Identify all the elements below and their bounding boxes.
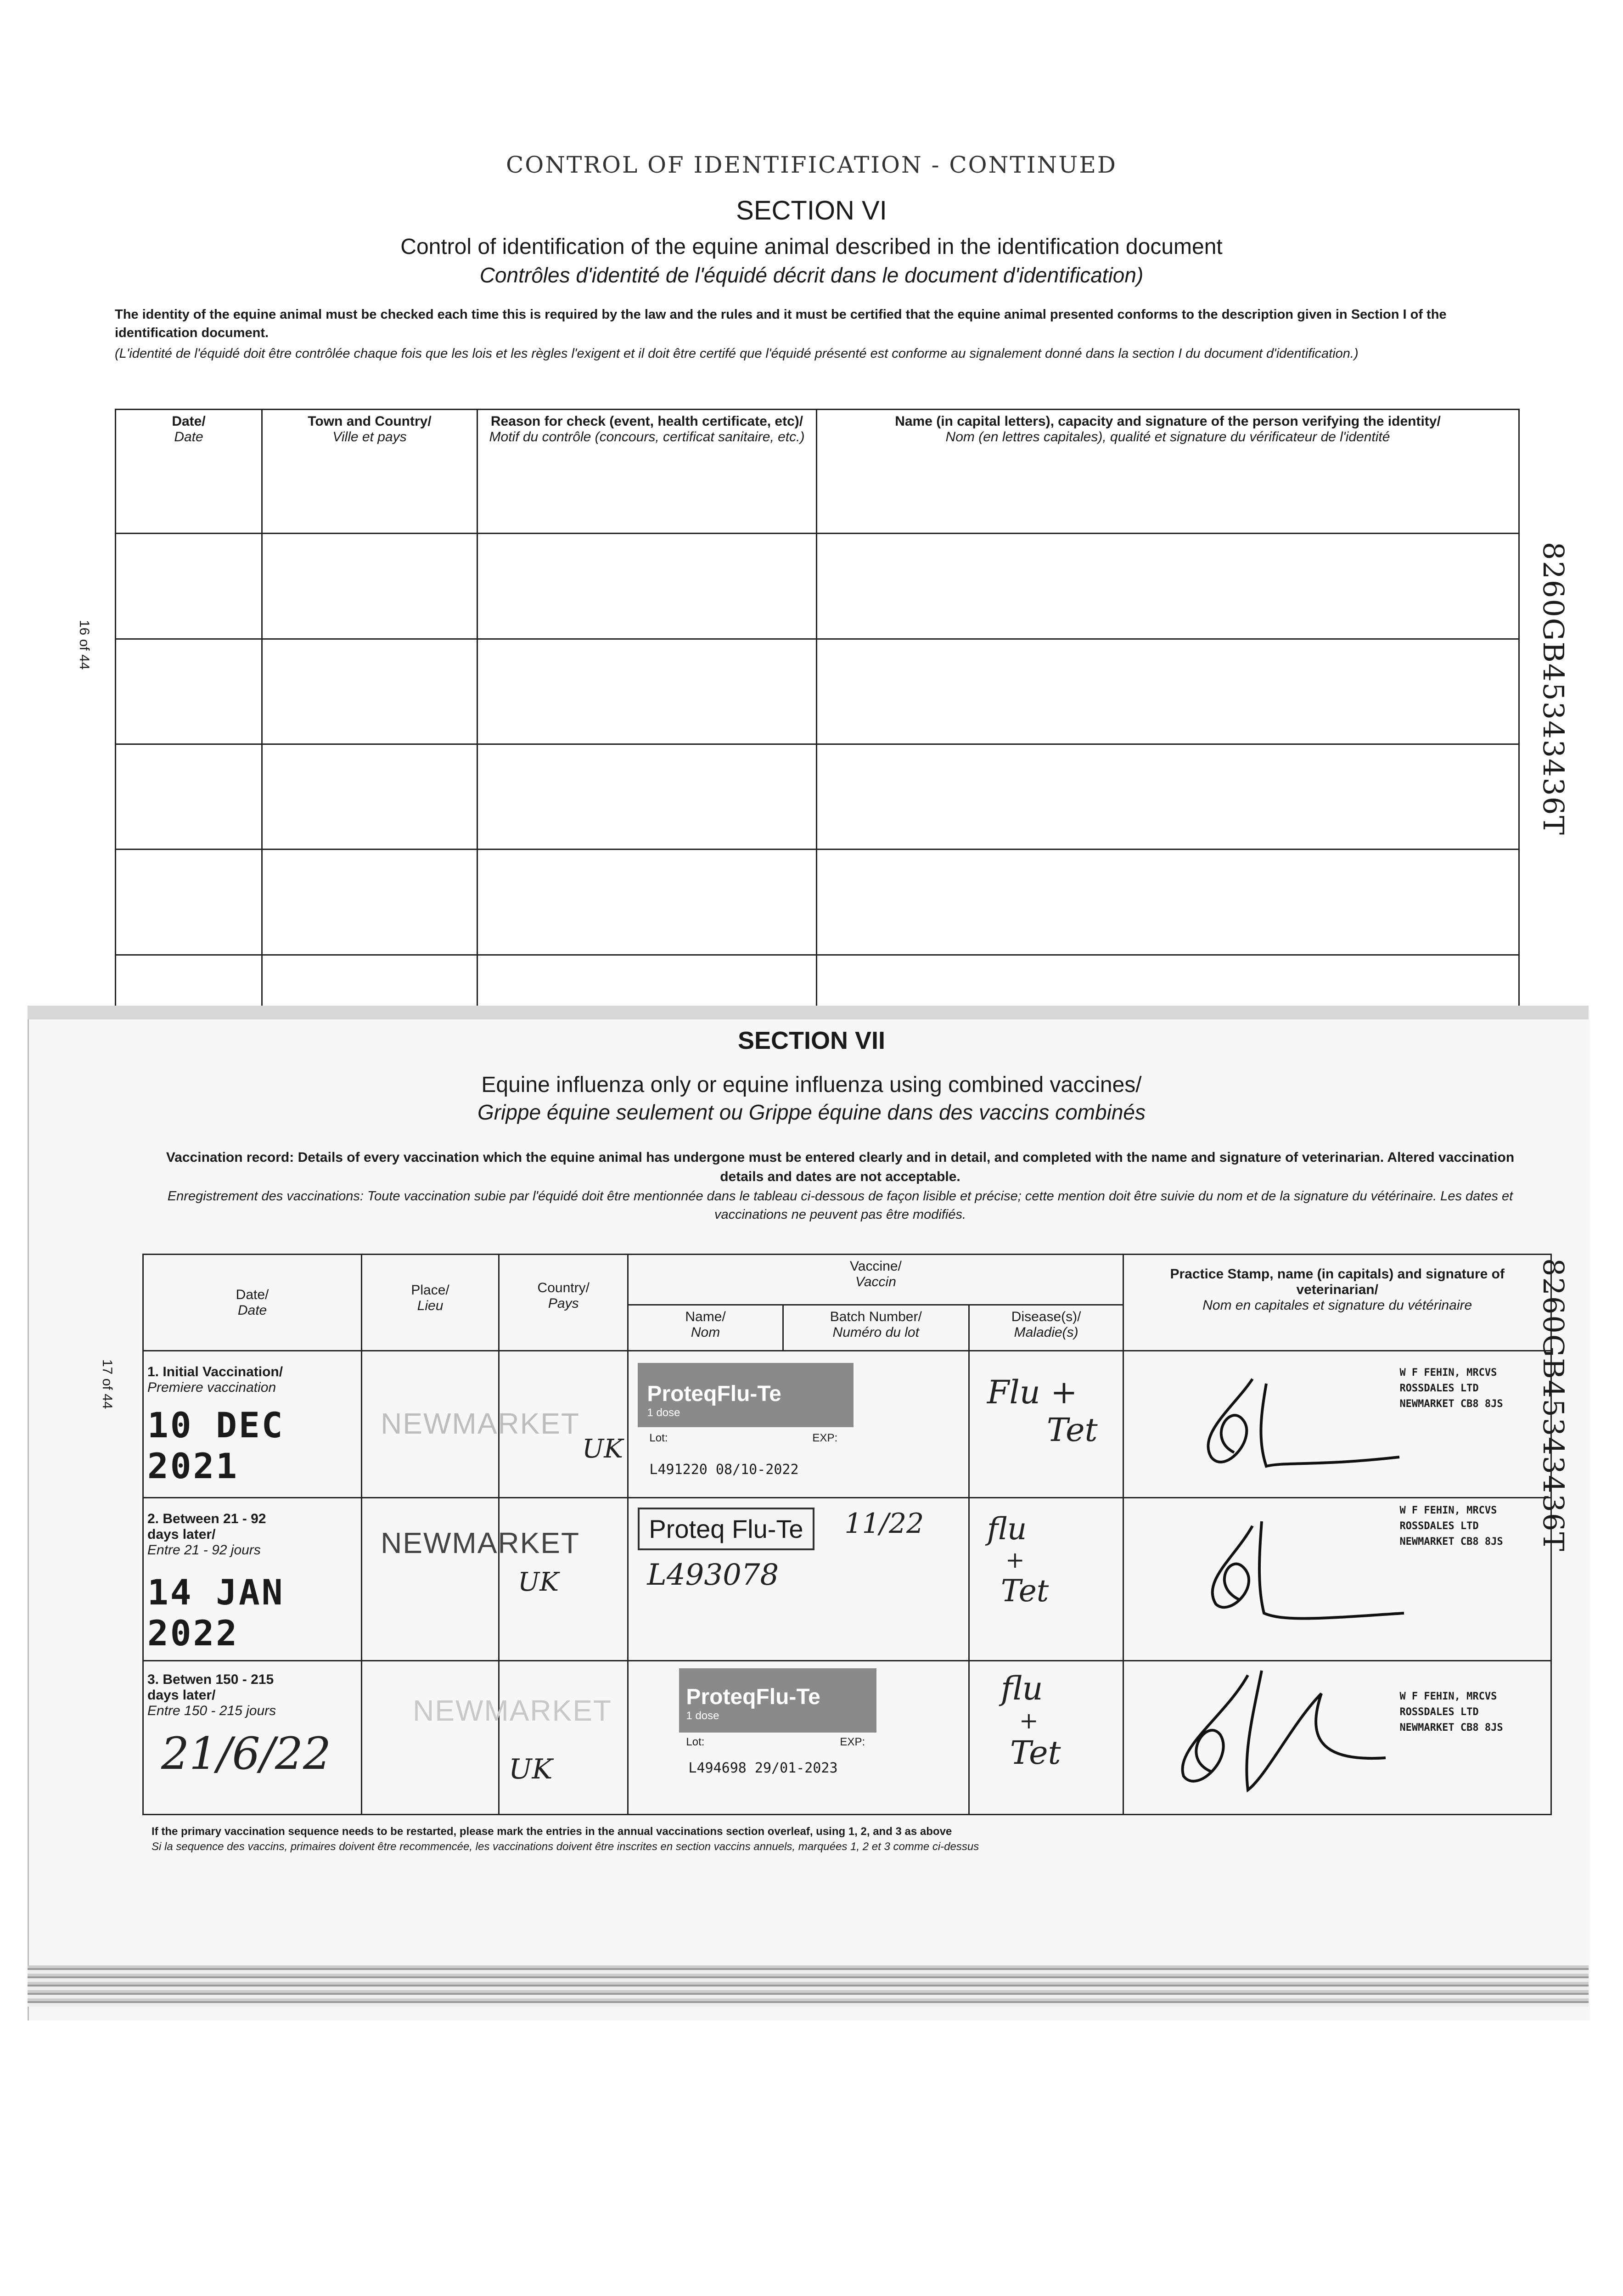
vet-signature xyxy=(1156,1666,1404,1804)
disease-cell[interactable] xyxy=(969,1661,1123,1815)
vaccination-date: 14 JAN 2022 xyxy=(147,1572,285,1654)
identity-check-table xyxy=(115,409,1520,1015)
batch-expiry-handwritten: 11/22 xyxy=(844,1508,924,1540)
row-label-en: 1. Initial Vaccination/ xyxy=(147,1364,283,1379)
vet-stamp-cell[interactable] xyxy=(1123,1351,1551,1498)
reason-cell[interactable] xyxy=(477,534,817,639)
vet-stamp-cell[interactable] xyxy=(1123,1498,1551,1661)
vaccine-sticker xyxy=(679,1668,876,1733)
passport-id-lower: 8260GB45343436T xyxy=(1537,1258,1570,1552)
date-cell[interactable] xyxy=(116,534,262,639)
reason-cell[interactable] xyxy=(477,639,817,744)
section7-title-en: Equine influenza only or equine influenza using combined vaccines/ xyxy=(481,1073,1142,1097)
row-label-en: 3. Betwen 150 - 215 days later/ xyxy=(147,1672,274,1703)
batch-number: L491220 08/10-2022 xyxy=(649,1462,799,1478)
vet-signature xyxy=(1179,1370,1418,1480)
row-label-en: 2. Between 21 - 92 days later/ xyxy=(147,1511,266,1542)
date-cell[interactable] xyxy=(143,1351,362,1498)
disease-handwritten-2: Tet xyxy=(1046,1411,1098,1449)
col-batch-header: Batch Number/ Numéro du lot xyxy=(783,1305,969,1351)
lot-label: Lot: xyxy=(649,1432,668,1444)
sticker-dose: 1 dose xyxy=(686,1710,719,1722)
date-cell[interactable] xyxy=(116,850,262,955)
running-title: CONTROL OF IDENTIFICATION - CONTINUED xyxy=(505,152,1118,178)
vaccination-record-fr: Enregistrement des vaccinations: Toute vaccination subie par l'équidé doit être mentionnée dans le tableau ci-dessous de façon lisible et précise; cette mention doit être suivie du nom et de la signature du vétérinaire. Les dates et vaccinations ne peuvent pas être modifiés. xyxy=(167,1189,1513,1222)
date-cell[interactable] xyxy=(143,1661,362,1815)
disease-cell[interactable] xyxy=(969,1498,1123,1661)
vaccination-date-handwritten: 21/6/22 xyxy=(161,1728,331,1779)
page-number-lower: 17 of 44 xyxy=(100,1359,115,1409)
col-disease-header: Disease(s)/ Maladie(s) xyxy=(969,1305,1123,1351)
verifier-cell[interactable] xyxy=(817,534,1519,639)
country-cell[interactable] xyxy=(499,1661,628,1815)
passport-id-upper: 8260GB45343436T xyxy=(1537,542,1570,836)
section6-heading: SECTION VI xyxy=(736,196,887,225)
table-row xyxy=(143,1661,1551,1815)
row-label-fr: Entre 150 - 215 jours xyxy=(147,1703,276,1718)
col-place-header: Place/ Lieu xyxy=(362,1255,499,1351)
disease-handwritten-2: Tet xyxy=(1000,1573,1049,1609)
disease-plus: + xyxy=(1019,1707,1039,1734)
sticker-product-name: ProteqFlu-Te xyxy=(686,1685,820,1709)
section7-title-fr: Grippe équine seulement ou Grippe équine dans des vaccins combinés xyxy=(477,1100,1146,1124)
vet-name: W F FEHIN, MRCVS xyxy=(1399,1367,1497,1379)
vet-address: NEWMARKET CB8 8JS xyxy=(1399,1722,1503,1733)
date-cell[interactable] xyxy=(116,744,262,850)
verifier-cell[interactable] xyxy=(817,850,1519,955)
footer-note-fr: Si la sequence des vaccins, primaires doivent être recommencée, les vaccinations doivent être inscrites en section vaccins annuels, marquées 1, 2 et 3 comme ci-dessus xyxy=(152,1840,979,1853)
col-date-header: Date/ Date xyxy=(143,1255,362,1351)
disease-cell[interactable] xyxy=(969,1351,1123,1498)
disease-handwritten: flu xyxy=(987,1511,1027,1547)
col-verifier-header: Name (in capital letters), capacity and signature of the person verifying the identity/ Nom (en lettres capitales), qualité et signature du vérificateur de l'identité xyxy=(817,410,1519,534)
vaccine-sticker xyxy=(638,1363,854,1427)
vet-name: W F FEHIN, MRCVS xyxy=(1399,1505,1497,1516)
vet-stamp-text xyxy=(1399,1503,1503,1550)
table-row xyxy=(116,639,1519,744)
place-cell[interactable] xyxy=(362,1351,580,1498)
section6-intro-en: The identity of the equine animal must be checked each time this is required by the law and the rules and it must be certified that the equine animal presented conforms to the description given in Section I of the identification document. xyxy=(115,307,1447,340)
vaccination-date: 10 DEC 2021 xyxy=(147,1405,285,1486)
disease-plus: + xyxy=(1005,1547,1025,1573)
col-stamp-header: Practice Stamp, name (in capitals) and signature of veterinarian/ Nom en capitales et signature du vétérinaire xyxy=(1123,1255,1551,1351)
place-stamp: NEWMARKET xyxy=(413,1694,612,1727)
verifier-cell[interactable] xyxy=(817,744,1519,850)
col-date-header: Date/ Date xyxy=(116,410,262,534)
country-handwritten: UK xyxy=(518,1567,559,1597)
vet-address: NEWMARKET CB8 8JS xyxy=(1399,1398,1503,1410)
table-row xyxy=(143,1498,1551,1661)
exp-label: EXP: xyxy=(840,1736,865,1748)
vet-stamp-cell[interactable] xyxy=(1123,1661,1551,1815)
vaccination-record-en: Vaccination record: Details of every vaccination which the equine animal has undergone must be entered clearly and in detail, and completed with the name and signature of veterinarian. Altered vaccination details and dates are not acceptable. xyxy=(166,1150,1515,1184)
town-cell[interactable] xyxy=(262,534,477,639)
place-stamp: NEWMARKET xyxy=(381,1407,580,1440)
table-row xyxy=(116,850,1519,955)
vaccine-sticker-cell[interactable] xyxy=(628,1498,969,1661)
date-cell[interactable] xyxy=(116,639,262,744)
disease-handwritten: Flu + xyxy=(987,1373,1078,1411)
vaccine-stamp: Proteq Flu-Te xyxy=(638,1508,814,1550)
reason-cell[interactable] xyxy=(477,850,817,955)
table-row xyxy=(116,534,1519,639)
col-name-header: Name/ Nom xyxy=(628,1305,783,1351)
country-cell[interactable] xyxy=(499,1498,628,1661)
disease-handwritten-2: Tet xyxy=(1010,1734,1061,1772)
vet-name: W F FEHIN, MRCVS xyxy=(1399,1691,1497,1702)
town-cell[interactable] xyxy=(262,639,477,744)
reason-cell[interactable] xyxy=(477,744,817,850)
country-cell[interactable] xyxy=(499,1351,628,1498)
vet-practice: ROSSDALES LTD xyxy=(1399,1706,1479,1718)
place-stamp: NEWMARKET xyxy=(381,1526,580,1559)
disease-handwritten: flu xyxy=(1000,1670,1043,1707)
verifier-cell[interactable] xyxy=(817,639,1519,744)
vet-stamp-text xyxy=(1399,1365,1503,1412)
section6-title-en: Control of identification of the equine animal described in the identification document xyxy=(400,235,1223,259)
page-number-upper: 16 of 44 xyxy=(77,620,92,670)
col-reason-header: Reason for check (event, health certificate, etc)/ Motif du contrôle (concours, certificat sanitaire, etc.) xyxy=(477,410,817,534)
exp-label: EXP: xyxy=(812,1432,838,1444)
vaccination-table xyxy=(142,1254,1552,1815)
vet-stamp-text xyxy=(1399,1689,1503,1736)
vet-practice: ROSSDALES LTD xyxy=(1399,1520,1479,1532)
table-row xyxy=(116,744,1519,850)
vet-signature xyxy=(1184,1512,1422,1632)
town-cell[interactable] xyxy=(262,744,477,850)
vet-practice: ROSSDALES LTD xyxy=(1399,1383,1479,1394)
footer-note-en: If the primary vaccination sequence needs to be restarted, please mark the entries in the annual vaccinations section overleaf, using 1, 2, and 3 as above xyxy=(152,1825,952,1838)
table-row xyxy=(143,1351,1551,1498)
vaccine-sticker-cell[interactable] xyxy=(628,1351,969,1498)
col-vaccine-header: Vaccine/ Vaccin xyxy=(628,1255,1123,1305)
sticker-product-name: ProteqFlu-Te xyxy=(647,1382,781,1406)
section6-intro-fr: (L'identité de l'équidé doit être contrôlée chaque fois que les lois et les règles l'exigent et il doit être certifé que l'équidé présenté est conforme au signalement donné dans la section I du document d'identification.) xyxy=(115,346,1359,361)
col-country-header: Country/ Pays xyxy=(499,1255,628,1351)
batch-number-handwritten: L493078 xyxy=(647,1558,779,1592)
sticker-dose: 1 dose xyxy=(647,1407,680,1419)
lot-label: Lot: xyxy=(686,1736,705,1748)
section6-title-fr: Contrôles d'identité de l'équidé décrit dans le document d'identification) xyxy=(479,263,1144,287)
vaccine-sticker-cell[interactable] xyxy=(628,1661,969,1815)
batch-number: L494698 29/01-2023 xyxy=(688,1760,838,1776)
row-label-fr: Premiere vaccination xyxy=(147,1380,276,1395)
row-label-fr: Entre 21 - 92 jours xyxy=(147,1542,261,1558)
town-cell[interactable] xyxy=(262,850,477,955)
country-handwritten: UK xyxy=(582,1434,623,1464)
country-handwritten: UK xyxy=(509,1753,553,1785)
col-town-header: Town and Country/ Ville et pays xyxy=(262,410,477,534)
section7-heading: SECTION VII xyxy=(737,1027,886,1054)
date-cell[interactable] xyxy=(143,1498,362,1661)
page-fold xyxy=(28,1006,1589,1019)
vet-address: NEWMARKET CB8 8JS xyxy=(1399,1536,1503,1548)
page-edge xyxy=(28,1965,1589,2007)
